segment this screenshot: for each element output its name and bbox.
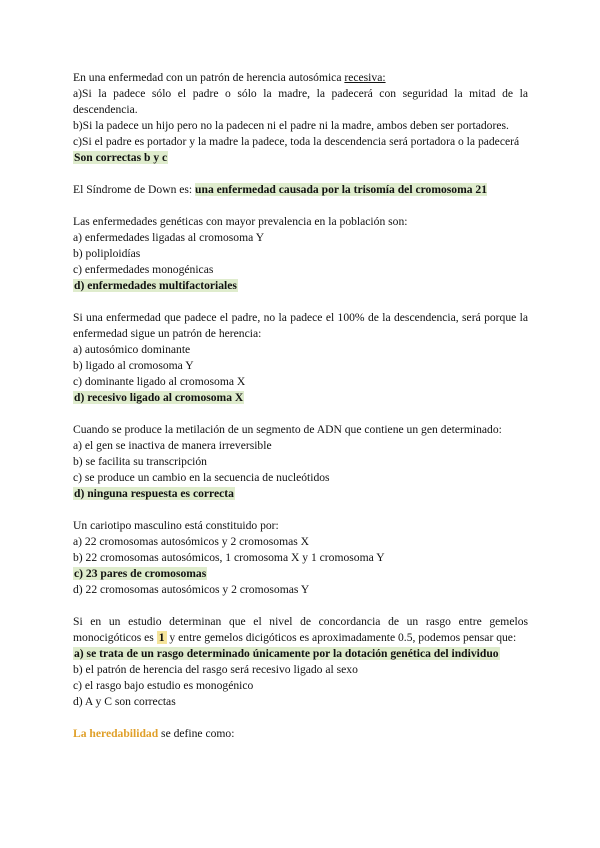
question-1-answer: Son correctas b y c <box>74 151 168 164</box>
question-4-option-c: c) dominante ligado al cromosoma X <box>73 375 246 388</box>
question-8-term: La heredabilidad <box>73 727 159 740</box>
question-1-option-a: a)Si la padece sólo el padre o sólo la madre, la padecerá con seguridad la mitad de la descendencia. <box>73 87 528 116</box>
question-1-option-b: b)Si la padece un hijo pero no la padecen ni el padre ni la madre, ambos deben ser portadores. <box>73 119 509 132</box>
question-3-option-c: c) enfermedades monogénicas <box>73 263 214 276</box>
question-6-option-b: b) 22 cromosomas autosómicos, 1 cromosoma X y 1 cromosoma Y <box>73 551 385 564</box>
question-4-stem: Si una enfermedad que padece el padre, no la padece el 100% de la descendencia, será porque la enfermedad sigue un patrón de herencia: <box>73 311 528 340</box>
question-6-answer: c) 23 pares de cromosomas <box>74 567 207 580</box>
question-3 <box>73 214 528 294</box>
question-7-answer: a) se trata de un rasgo determinado únicamente por la dotación genética del individuo <box>74 647 499 660</box>
question-7-option-b: b) el patrón de herencia del rasgo será recesivo ligado al sexo <box>73 663 358 676</box>
question-6 <box>73 518 528 598</box>
question-5-answer: d) ninguna respuesta es correcta <box>74 487 234 500</box>
question-4-option-a: a) autosómico dominante <box>73 343 191 356</box>
question-4-answer: d) recesivo ligado al cromosoma X <box>74 391 244 404</box>
question-7-stem: Si en un estudio determinan que el nivel de concordancia de un rasgo entre gemelos monocigóticos es 1 y entre gemelos dicigóticos es aproximadamente 0.5, podemos pensar que: <box>73 615 528 644</box>
question-7-option-d: d) A y C son correctas <box>73 695 176 708</box>
question-7 <box>73 614 528 710</box>
question-4 <box>73 310 528 406</box>
question-3-answer: d) enfermedades multifactoriales <box>74 279 237 292</box>
question-5-option-b: b) se facilita su transcripción <box>73 455 207 468</box>
question-5-option-a: a) el gen se inactiva de manera irreversible <box>73 439 272 452</box>
question-3-option-b: b) poliploidías <box>73 247 141 260</box>
question-8 <box>73 726 528 742</box>
question-2 <box>73 182 528 198</box>
question-7-option-c: c) el rasgo bajo estudio es monogénico <box>73 679 254 692</box>
question-2-stem: El Síndrome de Down es: <box>73 183 196 196</box>
question-2-answer: una enfermedad causada por la trisomía del cromosoma 21 <box>195 183 488 196</box>
underlined-term: recesiva: <box>344 71 386 84</box>
question-5-option-c: c) se produce un cambio en la secuencia de nucleótidos <box>73 471 330 484</box>
question-6-stem: Un cariotipo masculino está constituido por: <box>73 519 279 532</box>
question-6-option-d: d) 22 cromosomas autosómicos y 2 cromosomas Y <box>73 583 310 596</box>
question-3-stem: Las enfermedades genéticas con mayor prevalencia en la población son: <box>73 215 408 228</box>
question-5 <box>73 422 528 502</box>
question-5-stem: Cuando se produce la metilación de un segmento de ADN que contiene un gen determinado: <box>73 423 502 436</box>
question-1-stem: En una enfermedad con un patrón de herencia autosómica recesiva: <box>73 71 386 84</box>
question-3-option-a: a) enfermedades ligadas al cromosoma Y <box>73 231 265 244</box>
question-1 <box>73 70 528 166</box>
question-8-stem: se define como: <box>158 727 235 740</box>
question-4-option-b: b) ligado al cromosoma Y <box>73 359 194 372</box>
question-6-option-a: a) 22 cromosomas autosómicos y 2 cromosomas X <box>73 535 310 548</box>
highlighted-number: 1 <box>158 631 165 644</box>
question-1-option-c: c)Si el padre es portador y la madre la padece, toda la descendencia será portadora o la padecerá <box>73 135 520 148</box>
